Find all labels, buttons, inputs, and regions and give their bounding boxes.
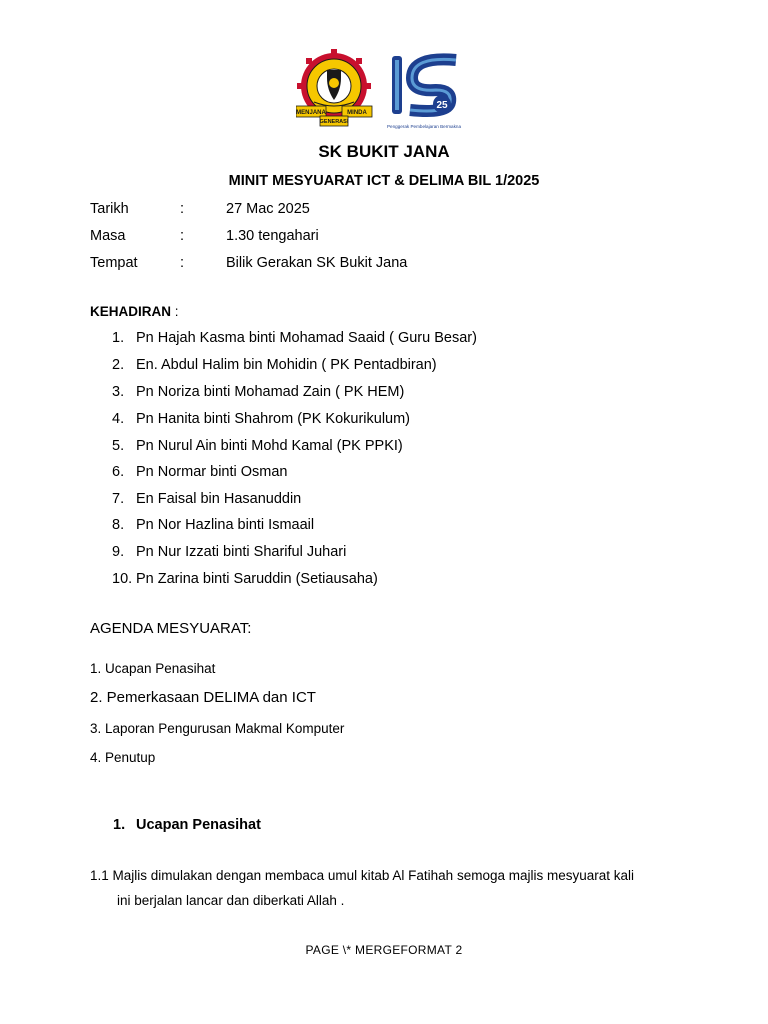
attendance-item (112, 328, 477, 348)
crest-ribbon-bottom: GENERASI (319, 119, 349, 125)
attendance-item (112, 355, 437, 375)
meta-label: Masa (90, 228, 126, 244)
meta-label: Tarikh (90, 201, 129, 217)
agenda-item: 3. Laporan Pengurusan Makmal Komputer (90, 721, 345, 736)
section-number: 1. (113, 817, 126, 833)
meta-colon: : (180, 255, 185, 271)
attendance-item (112, 515, 314, 535)
logo-25-text: 25 (436, 100, 448, 111)
attendance-num: 7. (112, 491, 125, 507)
attendance-name: Pn Hajah Kasma binti Mohamad Saaid ( Guru Besar) (136, 330, 477, 346)
crest-ribbon-left: MENJANA (296, 110, 326, 116)
header-logos (296, 48, 464, 134)
meta-value: 27 Mac 2025 (226, 201, 310, 217)
agenda-item: 1. Ucapan Penasihat (90, 661, 216, 676)
attendance-num: 2. (112, 357, 125, 373)
attendance-item (112, 542, 346, 562)
school-name: SK BUKIT JANA (318, 142, 450, 161)
attendance-name: Pn Normar binti Osman (136, 464, 288, 480)
attendance-name: Pn Nur Izzati binti Shariful Juhari (136, 544, 347, 560)
attendance-item (112, 462, 288, 482)
document-title: MINIT MESYUARAT ICT & DELIMA BIL 1/2025 (228, 173, 540, 189)
attendance-name: En Faisal bin Hasanuddin (136, 491, 302, 507)
attendance-name: Pn Zarina binti Saruddin (Setiausaha) (136, 571, 378, 587)
attendance-item (112, 409, 410, 429)
section-heading (113, 817, 261, 833)
attendance-num: 8. (112, 517, 125, 533)
meta-colon: : (180, 201, 185, 217)
school-crest-logo (296, 49, 372, 126)
attendance-num: 5. (112, 438, 125, 454)
meta-colon: : (180, 228, 185, 244)
meta-label: Tempat (90, 255, 138, 271)
attendance-item (112, 489, 301, 509)
attendance-num: 4. (112, 411, 125, 427)
agenda-item: 4. Penutup (90, 750, 156, 765)
attendance-name: Pn Hanita binti Shahrom (PK Kokurikulum) (136, 411, 411, 427)
agenda-item: 2. Pemerkasaan DELIMA dan ICT (90, 689, 316, 706)
attendance-name: En. Abdul Halim bin Mohidin ( PK Pentadbiran) (136, 357, 437, 373)
attendance-num: 10. (112, 571, 133, 587)
attendance-name: Pn Noriza binti Mohamad Zain ( PK HEM) (136, 384, 405, 400)
attendance-heading-label: KEHADIRAN (90, 304, 171, 319)
meta-value: 1.30 tengahari (226, 228, 319, 244)
crest-ribbon-right: MINDA (347, 110, 367, 116)
attendance-name: Pn Nor Hazlina binti Ismaail (136, 517, 315, 533)
attendance-name: Pn Nurul Ain binti Mohd Kamal (PK PPKI) (136, 438, 403, 454)
attendance-heading (90, 304, 179, 319)
attendance-heading-suffix: : (171, 304, 179, 319)
page-footer: PAGE \* MERGEFORMAT 2 (305, 943, 463, 957)
paragraph-line: 1.1 Majlis dimulakan dengan membaca umul kitab Al Fatihah semoga majlis mesyuarat kali (90, 868, 635, 883)
agenda-heading: AGENDA MESYUARAT: (90, 620, 252, 637)
attendance-num: 1. (112, 330, 125, 346)
attendance-num: 6. (112, 464, 125, 480)
section-title: Ucapan Penasihat (136, 817, 261, 833)
is25-logo (387, 56, 461, 129)
attendance-item (112, 436, 403, 456)
meta-value: Bilik Gerakan SK Bukit Jana (226, 255, 408, 271)
attendance-num: 3. (112, 384, 125, 400)
attendance-item (112, 569, 378, 589)
attendance-num: 9. (112, 544, 125, 560)
logo-caption: Penggerak Pembelajaran Bermakna (386, 124, 462, 129)
school-logos-graphic (296, 48, 464, 134)
attendance-item (112, 382, 404, 402)
paragraph-line: ini berjalan lancar dan diberkati Allah . (117, 893, 345, 908)
